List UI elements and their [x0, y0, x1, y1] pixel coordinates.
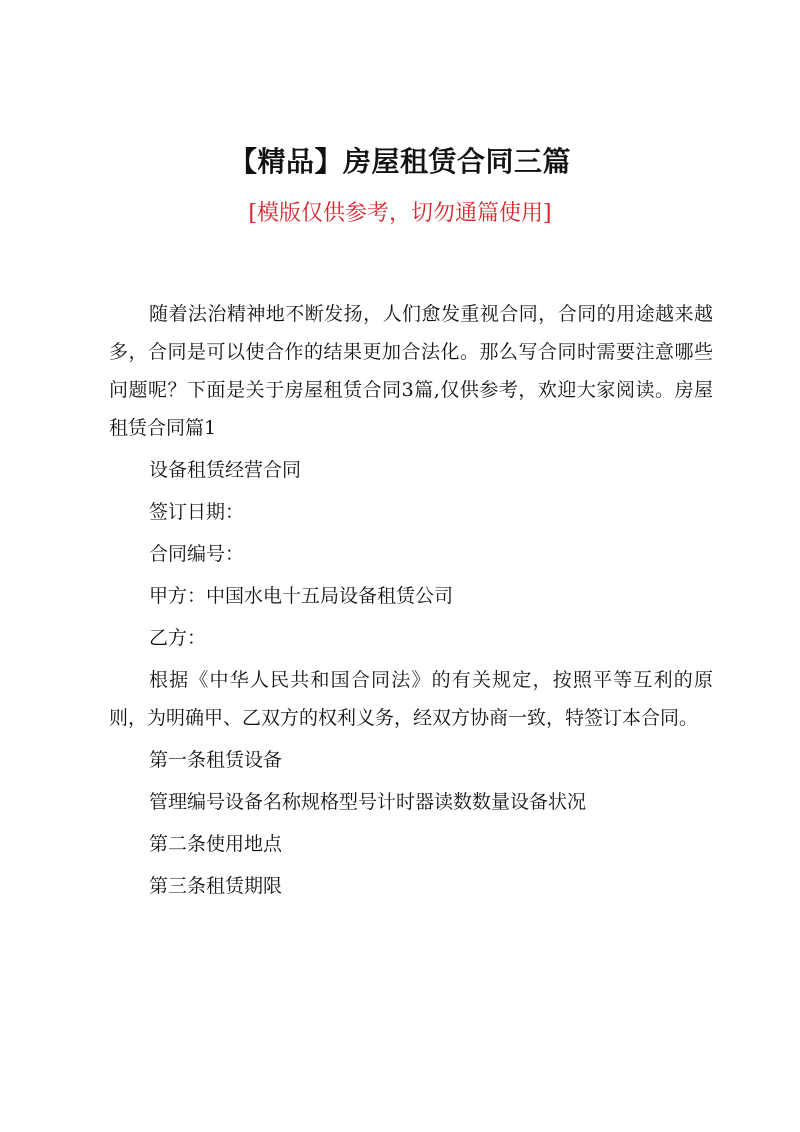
article-1-heading: 第一条租赁设备 — [149, 749, 283, 771]
equipment-columns-line: 管理编号设备名称规格型号计时器读数数量设备状况 — [149, 791, 587, 813]
contract-number-label: 合同编号： — [149, 543, 245, 565]
party-b: 乙方： — [149, 627, 207, 649]
article-3-heading: 第三条租赁期限 — [149, 875, 283, 897]
signing-date-label: 签订日期： — [149, 501, 245, 523]
intro-paragraph: 随着法治精神地不断发扬，人们愈发重视合同，合同的用途越来越多，合同是可以使合作的结果更加合法化。那么写合同时需要注意哪些问题呢？下面是关于房屋租赁合同3篇,仅供参考，欢迎大家阅读。房屋租赁合同篇1 — [109, 303, 713, 439]
document-title: 【精品】房屋租赁合同三篇 — [228, 145, 571, 178]
party-a: 甲方：中国水电十五局设备租赁公司 — [149, 585, 454, 607]
document-body — [109, 295, 713, 905]
legal-basis-paragraph: 根据《中华人民共和国合同法》的有关规定，按照平等互利的原则，为明确甲、乙双方的权利义务，经双方协商一致，特签订本合同。 — [109, 669, 713, 729]
article-2-heading: 第二条使用地点 — [149, 833, 283, 855]
contract-name: 设备租赁经营合同 — [149, 459, 302, 481]
document-subtitle: [模版仅供参考，切勿通篇使用] — [248, 201, 552, 226]
